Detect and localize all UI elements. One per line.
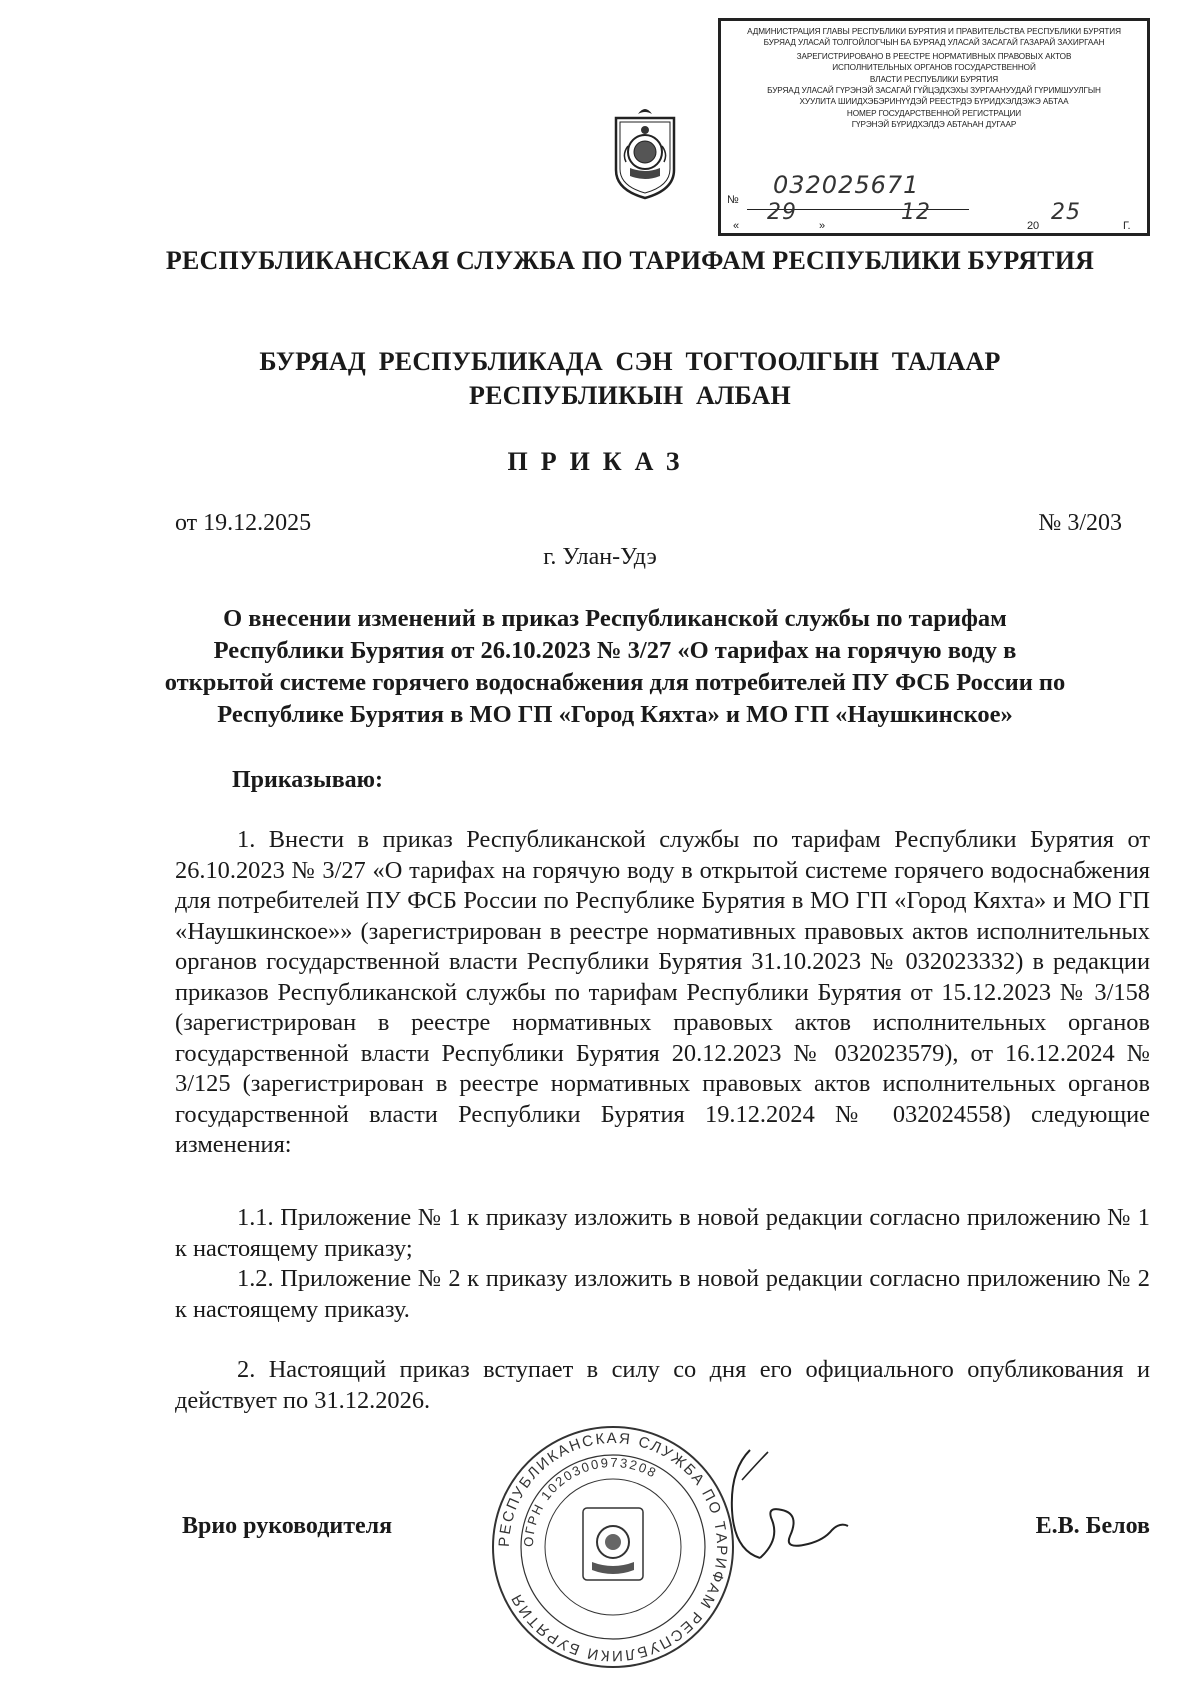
stamp-line-1: АДМИНИСТРАЦИЯ ГЛАВЫ РЕСПУБЛИКИ БУРЯТИЯ И ПРАВИТЕЛЬСТВА РЕСПУБЛИКИ БУРЯТИЯ — [747, 27, 1121, 36]
stamp-line-9: ГҮРЭНЭЙ БҮРИДХЭЛДЭ АБТАҺАН ДУГААР — [851, 120, 1017, 130]
paragraph-2: 2. Настоящий приказ вступает в силу со дня его официального опубликования и действует по 31.12.2026. — [175, 1356, 1150, 1414]
document-type: ПРИКАЗ — [507, 447, 693, 476]
paragraph-1: 1. Внести в приказ Республиканской службы по тарифам Республики Бурятия от 26.10.2023 № 3/27 «О тарифах на горячую воду в открытой системе горячего водоснабжения для потребителей ПУ ФСБ России по Республике Бурятия в МО ГП «Город Кяхта» и МО ГП «Наушкинское»» (зарегистрирован в реестре нормативных правовых актов исполнительных органов государственной власти Республики Бурятия 31.10.2023 № 032023332) в редакции приказов Республиканской службы по тарифам Республики Бурятия от 15.12.2023 № 3/158 (зарегистрирован в реестре нормативных правовых актов исполнительных органов государственной власти Республики Бурятия 20.12.2023 № 032023579), от 16.12.2024 № 3/125 (зарегистрирован в реестре нормативных правовых актов исполнительных органов государственной власти Республики Бурятия 19.12.2024 № 032024558) следующие изменения: — [175, 826, 1150, 1158]
paragraph-1-1: 1.1. Приложение № 1 к приказу изложить в новой редакции согласно приложению № 1 к настоящему приказу; — [175, 1204, 1150, 1262]
registration-stamp — [718, 18, 1150, 236]
stamp-line-2: БУРЯАД УЛАСАЙ ТОЛГОЙЛОГЧЫН БА БУРЯАД УЛАСАЙ ЗАСАГАЙ ГАЗАРАЙ ЗАХИРГААН — [763, 38, 1105, 48]
stamp-number-value: 032025671 — [773, 171, 920, 199]
org-title-ru: РЕСПУБЛИКАНСКАЯ СЛУЖБА ПО ТАРИФАМ РЕСПУБЛИКИ БУРЯТИЯ — [165, 246, 1095, 275]
stamp-day-open: « — [733, 220, 740, 232]
order-subject: О внесении изменений в приказ Республиканской службы по тарифам Республики Бурятия от 26.10.2023 № 3/27 «О тарифах на горячую воду в открытой системе горячего водоснабжения для потребителей ПУ ФСБ России по Республике Бурятия в МО ГП «Город Кяхта» и МО ГП «Наушкинское» — [164, 605, 1066, 728]
official-seal — [488, 1420, 738, 1675]
paragraph-1-2: 1.2. Приложение № 2 к приказу изложить в новой редакции согласно приложению № 2 к настоящему приказу. — [175, 1265, 1150, 1323]
signer-position: Врио руководителя — [182, 1513, 393, 1539]
stamp-day-line — [745, 233, 815, 234]
seal-ogrn-text: ОГРН 1020300973208 — [520, 1454, 661, 1548]
org-title-buryat: БУРЯАД РЕСПУБЛИКАДА СЭН ТОГТООЛГЫН ТАЛААР РЕСПУБЛИКЫН АЛБАН — [259, 347, 1001, 410]
stamp-day-close: » — [819, 220, 826, 232]
stamp-line-4: ИСПОЛНИТЕЛЬНЫХ ОРГАНОВ ГОСУДАРСТВЕННОЙ — [832, 63, 1036, 73]
stamp-line-8: НОМЕР ГОСУДАРСТВЕННОЙ РЕГИСТРАЦИИ — [846, 108, 1022, 118]
stamp-line-6: БУРЯАД УЛАСАЙ ГҮРЭНЭЙ ЗАСАГАЙ ГҮЙЦЭДХЭХЫ ЗУРГААНУУДАЙ ГҮРИМШУУЛГЫН — [767, 86, 1101, 96]
signer-name: Е.В. Белов — [1035, 1513, 1150, 1539]
orders-word: Приказываю: — [232, 767, 383, 793]
stamp-day-value: 29 — [767, 200, 797, 225]
stamp-year-value: 25 — [1051, 200, 1081, 225]
stamp-month-value: 12 — [901, 200, 931, 225]
stamp-line-7: ХУУЛИТА ШИИДХЭБЭРИНҮҮДЭЙ РЕЕСТРДЭ БҮРИДХЭЛДЭЖЭ АБТАА — [799, 97, 1069, 107]
stamp-line-5: ВЛАСТИ РЕСПУБЛИКИ БУРЯТИЯ — [869, 74, 999, 84]
stamp-line-3: ЗАРЕГИСТРИРОВАНО В РЕЕСТРЕ НОРМАТИВНЫХ ПРАВОВЫХ АКТОВ — [796, 51, 1072, 61]
order-date: от 19.12.2025 — [175, 510, 312, 536]
coat-of-arms-icon — [612, 104, 678, 200]
stamp-year-prefix: 20 — [1027, 220, 1040, 232]
stamp-year-suffix: Г. — [1123, 220, 1131, 232]
handwritten-signature — [720, 1440, 850, 1570]
seal-emblem-icon — [583, 1508, 643, 1580]
city: г. Улан-Удэ — [543, 544, 657, 570]
seal-outer-text: РЕСПУБЛИКАНСКАЯ СЛУЖБА ПО ТАРИФАМ РЕСПУБЛИКИ БУРЯТИЯ — [495, 1429, 731, 1665]
stamp-year-line — [1043, 233, 1095, 234]
stamp-month-line — [833, 233, 983, 234]
order-number: № 3/203 — [1038, 510, 1122, 536]
stamp-number-label: № — [727, 194, 739, 206]
